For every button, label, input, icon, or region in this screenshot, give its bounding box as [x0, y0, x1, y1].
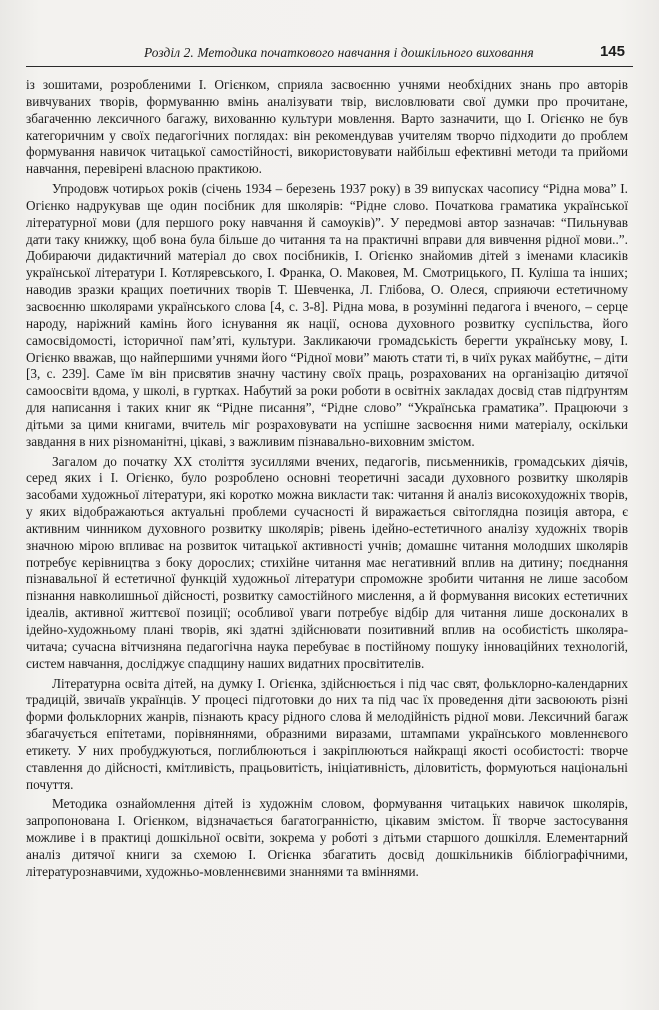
page-header [26, 40, 633, 67]
paragraph: Літературна освіта дітей, на думку І. Огієнка, здійснюється і під час свят, фольклорно-календарних традицій, звичаїв українців. У процесі підготовки до них та під час їх проведення діти засвоюють різні форми фольклорних жанрів, пізнають красу рідного слова й мелодійність рідної мови. Лексичний багаж збагачується епітетами, порівняннями, образними виразами, штампами українського мовленнєвого етикету. У них пробуджуються, поглиблюються і закріплюються найкращі якості особистості: творче ставлення до дійсності, кмітливість, працьовитість, ініціативність, діловитість, формуються національні почуття. [26, 675, 628, 792]
paragraph: Загалом до початку ХХ століття зусиллями вчених, педагогів, письменників, громадських діячів, серед яких і І. Огієнко, було розроблено основні теоретичні засади духовного розвитку школярів засобами художньої літератури, які коротко можна викласти так: читання й аналіз високохудожніх творів, у яких відображаються актуальні проблеми сучасності й виражається світоглядна позиція автора, є активним чинником духовного розвитку школярів; рівень ідейно-естетичного аналізу художніх творів значною мірою впливає на розвиток читацької активності учнів; домашнє читання молодших школярів потребує керівництва з боку дорослих; стихійне читання має негативний вплив на дитину; поєднання пізнавальної й естетичної функцій художньої літератури спроможне зробити читання не лише засобом пізнання навколишньої дійсності, розвитку самостійного мислення, а й формування високих естетичних ідеалів, активної життєвої позиції; особливої уваги потребує відбір для читання лише досконалих в ідейно-художньому плані творів, які здатні здійснювати позитивний вплив на особистість школяра-читача; сучасна вітчизняна педагогічна наука перебуває в постійному пошуку інноваційних технологій, систем навчання, досліджує спадщину наших видатних просвітителів. [26, 453, 628, 671]
paragraph-continued: із зошитами, розробленими І. Огієнком, сприяла засвоєнню учнями необхідних знань про авторів вивчуваних творів, формуванню вмінь аналізувати твір, висловлювати свої думки про прочитане, збагаченню лексичного багажу, вихованню культури мовлення. Варто зазначити, що І. Огієнко не був категоричним у своїх педагогічних поглядах: він рекомендував учителям творчо підходити до проблем формування навичок читацької самостійності, використовувати найбільш ефективні методи та прийоми навчання, перевірені власною практикою. [26, 77, 628, 177]
running-head: Розділ 2. Методика початкового навчання і дошкільного виховання [144, 45, 534, 60]
body-text [26, 77, 628, 881]
paragraph: Методика ознайомлення дітей із художнім словом, формування читацьких навичок школярів, запропонована І. Огієнком, відзначається багатогранністю, цікавим змістом. Її творче застосування можливе і в практиці дошкільної освіти, зокрема у роботі з дітьми старшого дошкілля. Елементарний аналіз дитячої книги за схемою І. Огієнка збагатить досвід дошкільників бібліографічними, літературознавчими, художньо-мовленнєвими знаннями та вміннями. [26, 796, 628, 879]
page-number: 145 [599, 43, 625, 60]
paragraph: Упродовж чотирьох років (січень 1934 – березень 1937 року) в 39 випусках часопису “Рідна мова” І. Огієнко надрукував ще один посібник для школярів: “Рідне слово. Початкова граматика української літературної мови (для першого року навчання й самоуків)”. У передмові автор зазначав: “Пильнував дати таку книжку, щоб вона була більше до читання та на практичні вправи для вивчення рідної мови..”. Добираючи дидактичний матеріал до свох посібників, І. Огієнко знайомив дітей з іменами класиків української літератури І. Котляревського, І. Франка, О. Маковея, М. Смотрицького, П. Куліша та інших; наводив зразки кращих поетичних творів Т. Шевченка, Л. Глібова, О. Олеся, сприяючи естетичному засвоєнню школярами українського слова [4, с. 3-8]. Рідна мова, в розумінні педагога і вченого, – серце народу, наріжний камінь його існування як нації, основа духовного розвитку суспільства, його самосвідомості, історичної пам’яті, культури. Закликаючи громадськість берегти українську мову, І. Огієнко вважав, що найпершими учнями його “Рідної мови” мають стати ті, в чиїх руках майбутнє, – діти [3, с. 239]. Саме їм він присвятив значну частину своїх праць, розрахованих на організацію дитячої самоосвіти вдома, у школі, в гуртках. Набутий за роки роботи в освітніх закладах досвід став підґрунтям для написання і таких книг як “Рідне писання”, “Рідне слово” “Українська граматика”. Працюючи з дітьми за цими книгами, вчитель міг розраховувати на успішне засвоєння ними матеріалу, оскільки завдання в них різноманітні, цікаві, з важливим пізнавально-виховним змістом. [26, 181, 628, 449]
